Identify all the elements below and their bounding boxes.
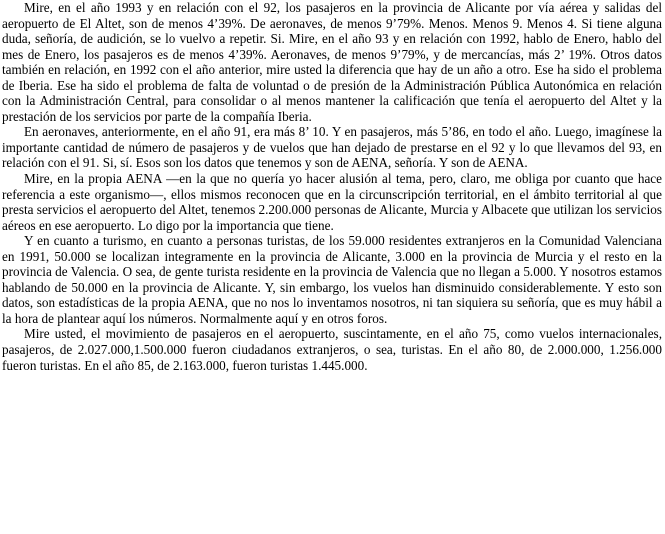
paragraph-5: Mire usted, el movimiento de pasajeros en el aeropuerto, suscintamente, en el año 75, como vuelos internacionales, pasajeros, de 2.027.000,1.500.000 fueron ciudadanos extranjeros, o sea, turistas. En el año 80, de 2.000.000, 1.256.000 fueron turistas. En el año 85, de 2.163.000, fueron turistas 1.445.000. — [2, 326, 662, 373]
paragraph-4: Y en cuanto a turismo, en cuanto a personas turistas, de los 59.000 residentes extranjeros en la Comunidad Valenciana en 1991, 50.000 se localizan integramente en la provincia de Alicante, 3.000 en la provincia de Murcia y el resto en la provincia de Valencia. O sea, de gente turista residente en la provincia de Valencia que no llegan a 5.000. Y nosotros estamos hablando de 50.000 en la provincia de Alicante. Y, sin embargo, los vuelos han disminuido considerablemente. Y esto son datos, son estadísticas de la propia AENA, que no nos lo inventamos nosotros, ni tan siquiera su señoría, que es muy hábil a la hora de plantear aquí los números. Normalmente aquí y en otros foros. — [2, 233, 662, 326]
paragraph-2: En aeronaves, anteriormente, en el año 91, era más 8’ 10. Y en pasajeros, más 5’86, en todo el año. Luego, imagínese la importante cantidad de número de pasajeros y de vuelos que han dejado de prestarse en el 92 y lo que llevamos del 93, en relación con el 91. Si, sí. Esos son los datos que tenemos y son de AENA, señoría. Y son de AENA. — [2, 124, 662, 171]
paragraph-3: Mire, en la propia AENA —en la que no quería yo hacer alusión al tema, pero, claro, me obliga por cuanto que hace referencia a este organismo—, ellos mismos reconocen que en la circunscripción territorial, en el ámbito territorial al que presta servicios el aeropuerto del Altet, tenemos 2.200.000 personas de Alicante, Murcia y Albacete que utilizan los servicios aéreos en ese aeropuerto. Lo digo por la importancia que tiene. — [2, 171, 662, 233]
paragraph-1: Mire, en el año 1993 y en relación con el 92, los pasajeros en la provincia de Alicante por vía aérea y salidas del aeropuerto de El Altet, son de menos 4’39%. De aeronaves, de menos 9’79%. Menos. Menos 9. Menos 4. Si tiene alguna duda, señoría, de audición, se lo vuelvo a repetir. Si. Mire, en el año 93 y en relación con 1992, hablo de Enero, hablo del mes de Enero, los pasajeros es de menos 4’39%. Aeronaves, de menos 9’79%, y de mercancías, más 2’ 19%. Otros datos también en relación, en 1992 con el año anterior, mire usted la diferencia que hay de un año a otro. Ese ha sido el problema de Iberia. Ese ha sido el problema de falta de voluntad o de presión de la Administración Pública Autonómica en relación con la Administración Central, para consolidar o al menos mantener la calificación que tenía el aeropuerto del Altet y la prestación de los servicios por parte de la compañía Iberia. — [2, 0, 662, 124]
